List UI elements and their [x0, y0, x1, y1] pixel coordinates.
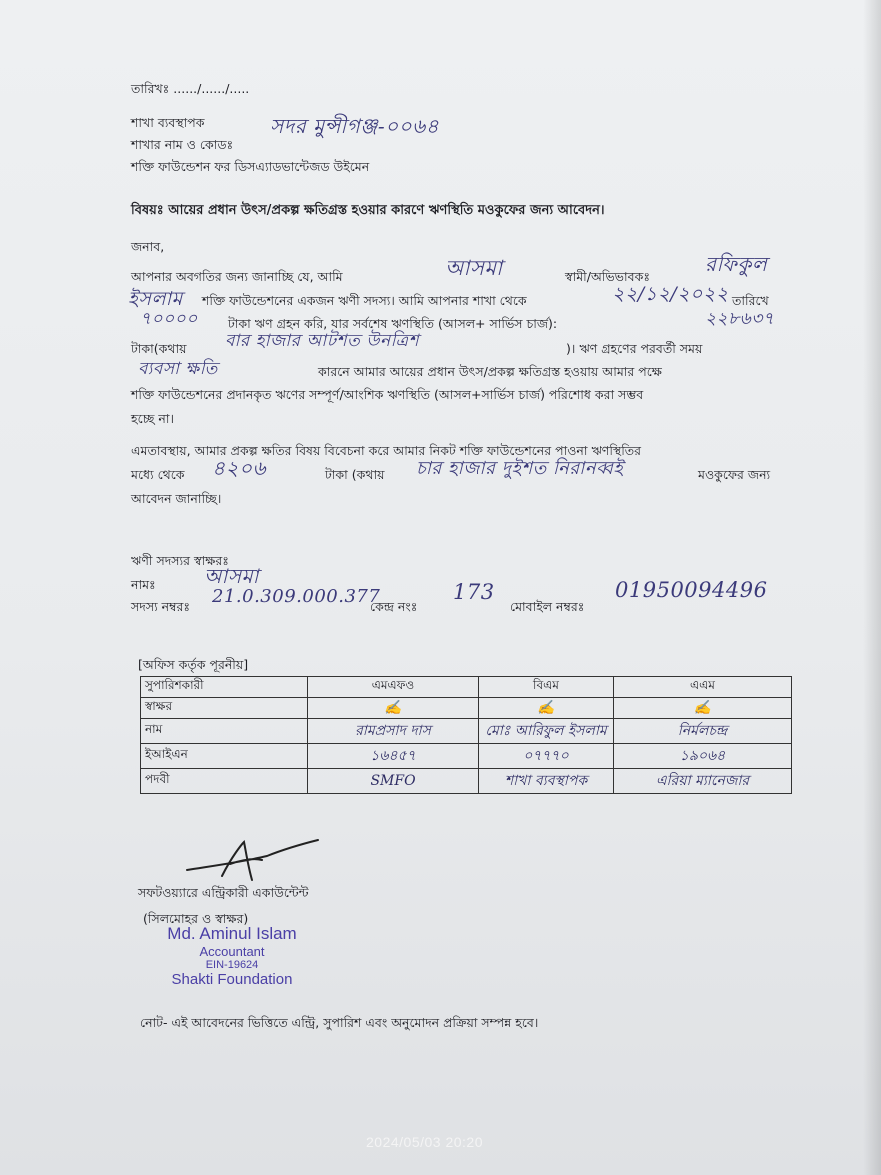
- salutation: জনাব,: [131, 239, 165, 254]
- table-cell: রামপ্রসাদ দাস: [308, 719, 479, 744]
- stamp-title: Accountant: [199, 944, 265, 959]
- member-name-handwritten: আসমা: [204, 564, 259, 588]
- table-row: [141, 719, 792, 744]
- table-cell: পদবী: [141, 769, 308, 794]
- table-row: [141, 769, 792, 794]
- date-line: তারিখঃ ....../....../.....: [131, 81, 250, 96]
- guardian-handwritten-2: ইসলাম: [128, 288, 183, 310]
- organization-line: শক্তি ফাউন্ডেশন ফর ডিসএ্যাডভান্টেজড উইমেন: [131, 159, 370, 174]
- subject-line: বিষয়ঃ আয়ের প্রধান উৎস/প্রকল্প ক্ষতিগ্রস্ত হওয়ার কারণে ঋণস্থিতি মওকুফের জন্য আবেদন।: [131, 203, 605, 218]
- applicant-name-handwritten: আসমা: [445, 256, 503, 280]
- p1-line2-end: তারিখে: [732, 293, 769, 308]
- accountant-label: সফটওয়্যারে এন্ট্রিকারী একাউন্টেন্ট: [138, 885, 309, 900]
- stamp-org: Shakti Foundation: [171, 971, 293, 988]
- stamp-ein: EIN-19624: [205, 959, 259, 971]
- p1-line1-a: আপনার অবগতির জন্য জানাচ্ছি যে, আমি: [131, 269, 343, 284]
- p1-line4-a: টাকা(কথায়: [131, 341, 187, 356]
- signature-mark: ✍: [479, 698, 614, 719]
- p1-line4-b: )। ঋণ গ্রহণের পরবর্তী সময়: [566, 341, 703, 356]
- table-cell: ইআইএন: [141, 744, 308, 769]
- waive-words-handwritten: চার হাজার দুইশত নিরানব্বই: [416, 458, 624, 479]
- member-name-label: নামঃ: [131, 577, 156, 592]
- table-cell: নির্মলচন্দ্র: [614, 719, 792, 744]
- office-use-title: [অফিস কর্তৃক পূরনীয়]: [138, 657, 249, 672]
- footer-note: নোট- এই আবেদনের ভিত্তিতে এন্ট্রি, সুপারিশ এবং অনুমোদন প্রক্রিয়া সম্পন্ন হবে।: [140, 1015, 539, 1030]
- table-cell: ০৭৭৭০: [479, 744, 614, 769]
- p1-line6: শক্তি ফাউন্ডেশনের প্রদানকৃত ঋণের সম্পূর্ণ/আংশিক ঋণস্থিতি (আসল+সার্ভিস চার্জ) পরিশোধ করা সম্ভব: [131, 387, 644, 402]
- guardian-handwritten: রফিকুল: [705, 252, 768, 276]
- p2-line2-a: মধ্যে থেকে: [131, 467, 185, 482]
- branch-name-handwritten: সদর মুন্সীগঞ্জ-০০৬৪: [270, 114, 440, 138]
- accountant-signature: [182, 836, 322, 884]
- camera-timestamp: 2024/05/03 20:20: [366, 1134, 483, 1150]
- center-handwritten: 173: [453, 580, 495, 604]
- signature-mark: ✍: [308, 698, 479, 719]
- p2-line3: আবেদন জানাচ্ছি।: [131, 491, 222, 506]
- member-signature-label: ঋণী সদস্যর স্বাক্ষরঃ: [131, 553, 229, 568]
- table-cell: মোঃ আরিফুল ইসলাম: [479, 719, 614, 744]
- p2-line1: এমতাবস্থায়, আমার প্রকল্প ক্ষতির বিষয় বিবেচনা করে আমার নিকট শক্তি ফাউন্ডেশনের পাওনা ঋণস্থিতির: [131, 443, 642, 458]
- table-cell: SMFO: [308, 769, 479, 794]
- accountant-stamp: [148, 924, 316, 988]
- page-fold-shadow: [863, 0, 881, 1175]
- p1-line3: টাকা ঋণ গ্রহন করি, যার সর্বশেষ ঋণস্থিতি (আসল+ সার্ভিস চার্জ):: [228, 316, 558, 331]
- table-cell: এমএফও: [308, 677, 479, 698]
- mobile-handwritten: 01950094496: [615, 578, 768, 602]
- center-label: কেন্দ্র নংঃ: [370, 599, 418, 614]
- branch-manager-label: শাখা ব্যবস্থাপক: [131, 115, 205, 130]
- p1-line7: হচ্ছে না।: [131, 411, 174, 426]
- table-row: [141, 744, 792, 769]
- branch-name-label: শাখার নাম ও কোডঃ: [131, 137, 234, 152]
- member-no-label: সদস্য নম্বরঃ: [131, 599, 191, 614]
- p2-line2-c: মওকুফের জন্য: [698, 467, 771, 482]
- table-header-row: [141, 677, 792, 698]
- member-no-handwritten: 21.0.309.000.377: [212, 586, 381, 607]
- table-cell: স্বাক্ষর: [141, 698, 308, 719]
- table-cell: শাখা ব্যবস্থাপক: [479, 769, 614, 794]
- seal-and-sign-label: (সিলমোহর ও স্বাক্ষর): [143, 911, 249, 926]
- stamp-name: Md. Aminul Islam: [167, 924, 297, 943]
- table-cell: বিএম: [479, 677, 614, 698]
- loan-amount-handwritten: ৭০০০০: [140, 309, 198, 329]
- table-cell: সুপারিশকারী: [141, 677, 308, 698]
- table-cell: নাম: [141, 719, 308, 744]
- p1-line1-b: স্বামী/অভিভাবকঃ: [565, 269, 650, 284]
- table-cell: ১৬৪৫৭: [308, 744, 479, 769]
- p1-line5: কারনে আমার আয়ের প্রধান উৎস/প্রকল্প ক্ষতিগ্রস্ত হওয়ায় আমার পক্ষে: [318, 364, 662, 379]
- p2-line2-b: টাকা (কথায়: [325, 467, 385, 482]
- loan-date-handwritten: ২২/১২/২০২২: [612, 283, 729, 305]
- table-cell: ১৯০৬৪: [614, 744, 792, 769]
- waive-amount-handwritten: ৪২০৬: [212, 456, 266, 480]
- p1-line2: শক্তি ফাউন্ডেশনের একজন ঋণী সদস্য। আমি আপনার শাখা থেকে: [202, 293, 527, 308]
- balance-words-handwritten: বার হাজার আটশত উনত্রিশ: [225, 331, 420, 351]
- signature-mark: ✍: [614, 698, 792, 719]
- table-row: [141, 698, 792, 719]
- table-cell: এরিয়া ম্যানেজার: [614, 769, 792, 794]
- balance-handwritten: ২২৮৬৩৭: [705, 309, 775, 329]
- mobile-label: মোবাইল নম্বরঃ: [510, 599, 585, 614]
- office-table: [140, 676, 792, 794]
- table-cell: এএম: [614, 677, 792, 698]
- reason-handwritten: ব্যবসা ক্ষতি: [138, 359, 218, 379]
